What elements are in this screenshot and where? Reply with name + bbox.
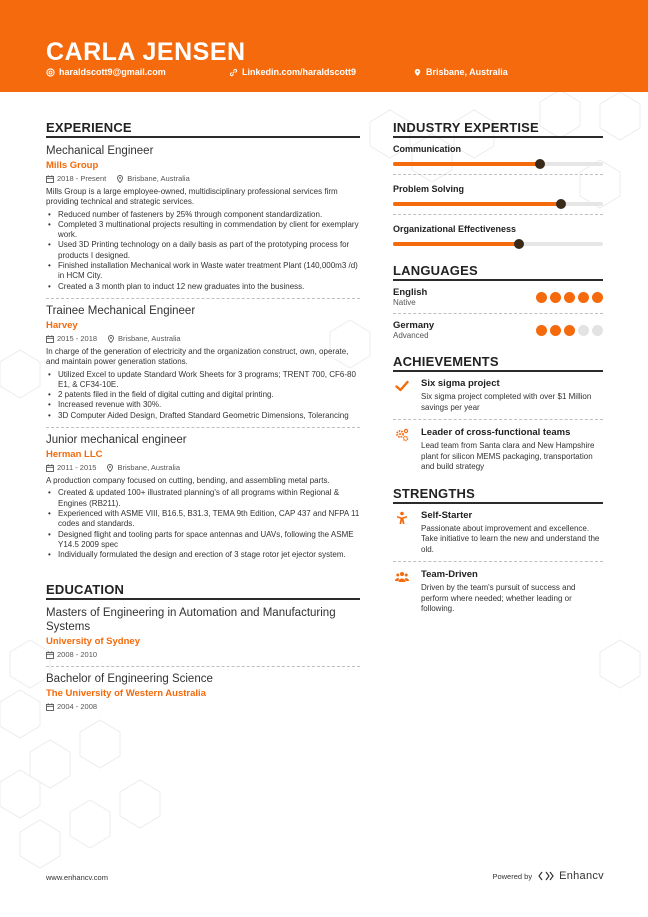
experience-entry (46, 144, 360, 299)
education-title: EDUCATION (46, 582, 360, 600)
job-location: Brisbane, Australia (127, 174, 190, 183)
expertise-bar (393, 202, 603, 206)
expertise-bar-fill (393, 162, 540, 166)
education-dates: 2004 - 2008 (57, 702, 98, 712)
job-bullet: • Created & updated 100+ illustrated planning's of all programs within Regional & Engines (RB211). (46, 488, 360, 509)
language-name: Germany (393, 320, 435, 331)
strengths-item (393, 569, 603, 621)
language-name: English (393, 287, 428, 298)
job-meta (46, 463, 360, 473)
job-bullet: • Created a 3 month plan to induct 12 new graduates into the business. (46, 282, 360, 292)
proficiency-dots (536, 292, 603, 303)
team-icon (393, 569, 411, 615)
achievements-item (393, 427, 603, 479)
education-meta (46, 650, 360, 660)
location-contact (413, 67, 508, 77)
proficiency-dot (536, 325, 547, 336)
achievements-title: ACHIEVEMENTS (393, 354, 603, 372)
job-role: Mechanical Engineer (46, 145, 154, 157)
expertise-bar (393, 242, 603, 246)
expertise-bar-fill (393, 242, 519, 246)
job-bullets (46, 210, 360, 292)
expertise-item (393, 184, 603, 215)
job-dates: 2018 - Present (57, 174, 107, 183)
job-meta (46, 334, 360, 344)
proficiency-dot (550, 292, 561, 303)
proficiency-dot (564, 325, 575, 336)
proficiency-dot (550, 325, 561, 336)
candidate-name: CARLA JENSEN (46, 38, 246, 66)
achievements-item-desc: Six sigma project completed with over $1 Million savings per year (421, 392, 592, 412)
at-icon (46, 68, 55, 77)
job-description: A production company focused on cutting, bending, and assembling metal parts. (46, 476, 330, 486)
job-description: Mills Group is a large employee-owned, multidisciplinary professional services firm providing technical and strategic services. (46, 187, 338, 207)
expertise-bar (393, 162, 603, 166)
job-bullet: • 3D Computer Aided Design, Drafted Standard Geometric Dimensions, Tolerancing (46, 411, 360, 421)
education-list (46, 606, 360, 718)
location-pin-icon (413, 68, 422, 77)
proficiency-dot (592, 292, 603, 303)
experience-list (46, 144, 360, 566)
brand-text: Enhancv (559, 870, 604, 882)
job-description: In charge of the generation of electricity and the organization construct, own, operate, and maintain power generation stations. (46, 346, 349, 367)
strengths-item-desc: Passionate about improvement and excellence. Take initiative to learn the new and understand the old. (421, 523, 600, 554)
language-item (393, 320, 603, 346)
job-company: Herman LLC (46, 449, 103, 461)
proficiency-dot (564, 292, 575, 303)
experience-entry (46, 304, 360, 428)
calendar-icon (46, 651, 54, 659)
powered-by (492, 870, 604, 882)
job-bullets (46, 370, 360, 421)
job-company: Harvey (46, 319, 78, 331)
job-bullet: • Completed 3 multinational projects resulting in commendation by client for exemplary work. (46, 220, 360, 241)
brand-logo[interactable] (538, 870, 604, 882)
linkedin-contact[interactable] (229, 67, 356, 77)
calendar-icon (46, 175, 54, 183)
experience-title: EXPERIENCE (46, 120, 360, 138)
expertise-label: Communication (393, 144, 462, 154)
right-column (393, 120, 603, 628)
job-location: Brisbane, Australia (118, 333, 181, 343)
expertise-list (393, 144, 603, 254)
powered-by-label: Powered by (492, 871, 533, 881)
strengths-list (393, 510, 603, 621)
job-bullets (46, 488, 360, 560)
link-icon (229, 68, 238, 77)
education-meta (46, 702, 360, 712)
language-item (393, 287, 603, 314)
linkedin-text: Linkedin.com/haraldscott9 (242, 67, 357, 77)
education-dates: 2008 - 2010 (57, 650, 98, 660)
job-company: Mills Group (46, 160, 99, 171)
job-bullet: • Individually formulated the design and erection of 3 stage rotor jet ejector system. (46, 550, 360, 560)
proficiency-dots (536, 325, 603, 336)
language-level: Native (393, 298, 416, 307)
proficiency-dot (536, 292, 547, 303)
expertise-title: INDUSTRY EXPERTISE (393, 120, 603, 138)
strengths-item-title: Self-Starter (421, 509, 473, 521)
job-location: Brisbane, Australia (117, 463, 181, 473)
school: University of Sydney (46, 636, 140, 648)
job-role: Trainee Mechanical Engineer (46, 304, 196, 317)
job-bullet: • Designed flight and tooling parts for space antennas and UAVs, following the ASME Y14.5 2009 spec (46, 530, 360, 551)
job-dates: 2011 - 2015 (57, 463, 97, 473)
education-entry (46, 672, 360, 718)
footer-website[interactable]: www.enhancv.com (46, 873, 108, 882)
location-text: Brisbane, Australia (426, 67, 508, 77)
job-bullet: • Increased revenue with 30%. (46, 400, 360, 410)
expertise-bar-knob (556, 199, 566, 209)
strengths-item-title: Team-Driven (421, 569, 478, 580)
degree: Bachelor of Engineering Science (46, 673, 213, 686)
check-icon (393, 378, 411, 413)
strengths-title: STRENGTHS (393, 486, 603, 504)
strengths-item-desc: Driven by the team's pursuit of success and perform where needed; whether leading or following. (421, 583, 576, 613)
degree: Masters of Engineering in Automation and Manufacturing Systems (46, 607, 336, 634)
calendar-icon (46, 335, 54, 343)
footer (46, 872, 604, 884)
expertise-bar-fill (393, 202, 561, 206)
achievements-item-title: Six sigma project (421, 378, 500, 389)
achievements-item-desc: Lead team from Santa clara and New Hampshire plant for silicon MEMS packaging, transportation and build strategy (421, 441, 595, 471)
calendar-icon (46, 464, 54, 472)
language-level: Advanced (393, 331, 429, 340)
location-pin-icon (107, 335, 115, 343)
education-entry (46, 606, 360, 667)
languages-title: LANGUAGES (393, 263, 603, 281)
expertise-bar-knob (514, 239, 524, 249)
enhancv-logo-icon (538, 871, 556, 881)
resume-header (0, 0, 648, 92)
experience-entry (46, 433, 360, 566)
email-text: haraldscott9@gmail.com (59, 67, 166, 77)
school: The University of Western Australia (46, 688, 206, 700)
strengths-item (393, 510, 603, 563)
location-pin-icon (106, 464, 114, 472)
proficiency-dot (592, 325, 603, 336)
languages-list (393, 287, 603, 346)
expertise-bar-knob (535, 159, 545, 169)
achievements-list (393, 378, 603, 479)
expertise-item (393, 224, 603, 254)
job-bullet: • 2 patents filed in the field of digital cutting and digital printing. (46, 390, 360, 400)
email-contact[interactable] (46, 67, 166, 77)
expertise-item (393, 144, 603, 175)
job-dates: 2015 - 2018 (57, 333, 98, 343)
job-role: Junior mechanical engineer (46, 434, 187, 447)
calendar-icon (46, 703, 54, 711)
left-column (46, 120, 360, 723)
job-bullet: • Experienced with ASME VIII, B16.5, B31.3, TEMA 9th Edition, CAP 437 and NFPA 11 codes and standards. (46, 509, 360, 530)
expertise-label: Organizational Effectiveness (393, 224, 517, 234)
job-bullet: • Finished installation Mechanical work in Waste water treatment Plant (140,000m3 /d) in HCM City. (46, 261, 360, 282)
achievements-item-title: Leader of cross-functional teams (421, 427, 571, 438)
achievements-item (393, 378, 603, 420)
gears-icon (393, 427, 411, 473)
expertise-label: Problem Solving (393, 184, 465, 194)
location-pin-icon (116, 175, 124, 183)
job-bullet: • Used 3D Printing technology on a daily basis as part of the prototyping process for products I designed. (46, 240, 360, 261)
proficiency-dot (578, 292, 589, 303)
job-meta (46, 174, 360, 184)
proficiency-dot (578, 325, 589, 336)
person-icon (393, 510, 411, 556)
job-bullet: • Reduced number of fasteners by 25% through component standardization. (46, 210, 360, 220)
job-bullet: • Utilized Excel to update Standard Work Sheets for 3 programs; TRENT 700, CF6-80 E1, & CF34-10E. (46, 370, 360, 391)
